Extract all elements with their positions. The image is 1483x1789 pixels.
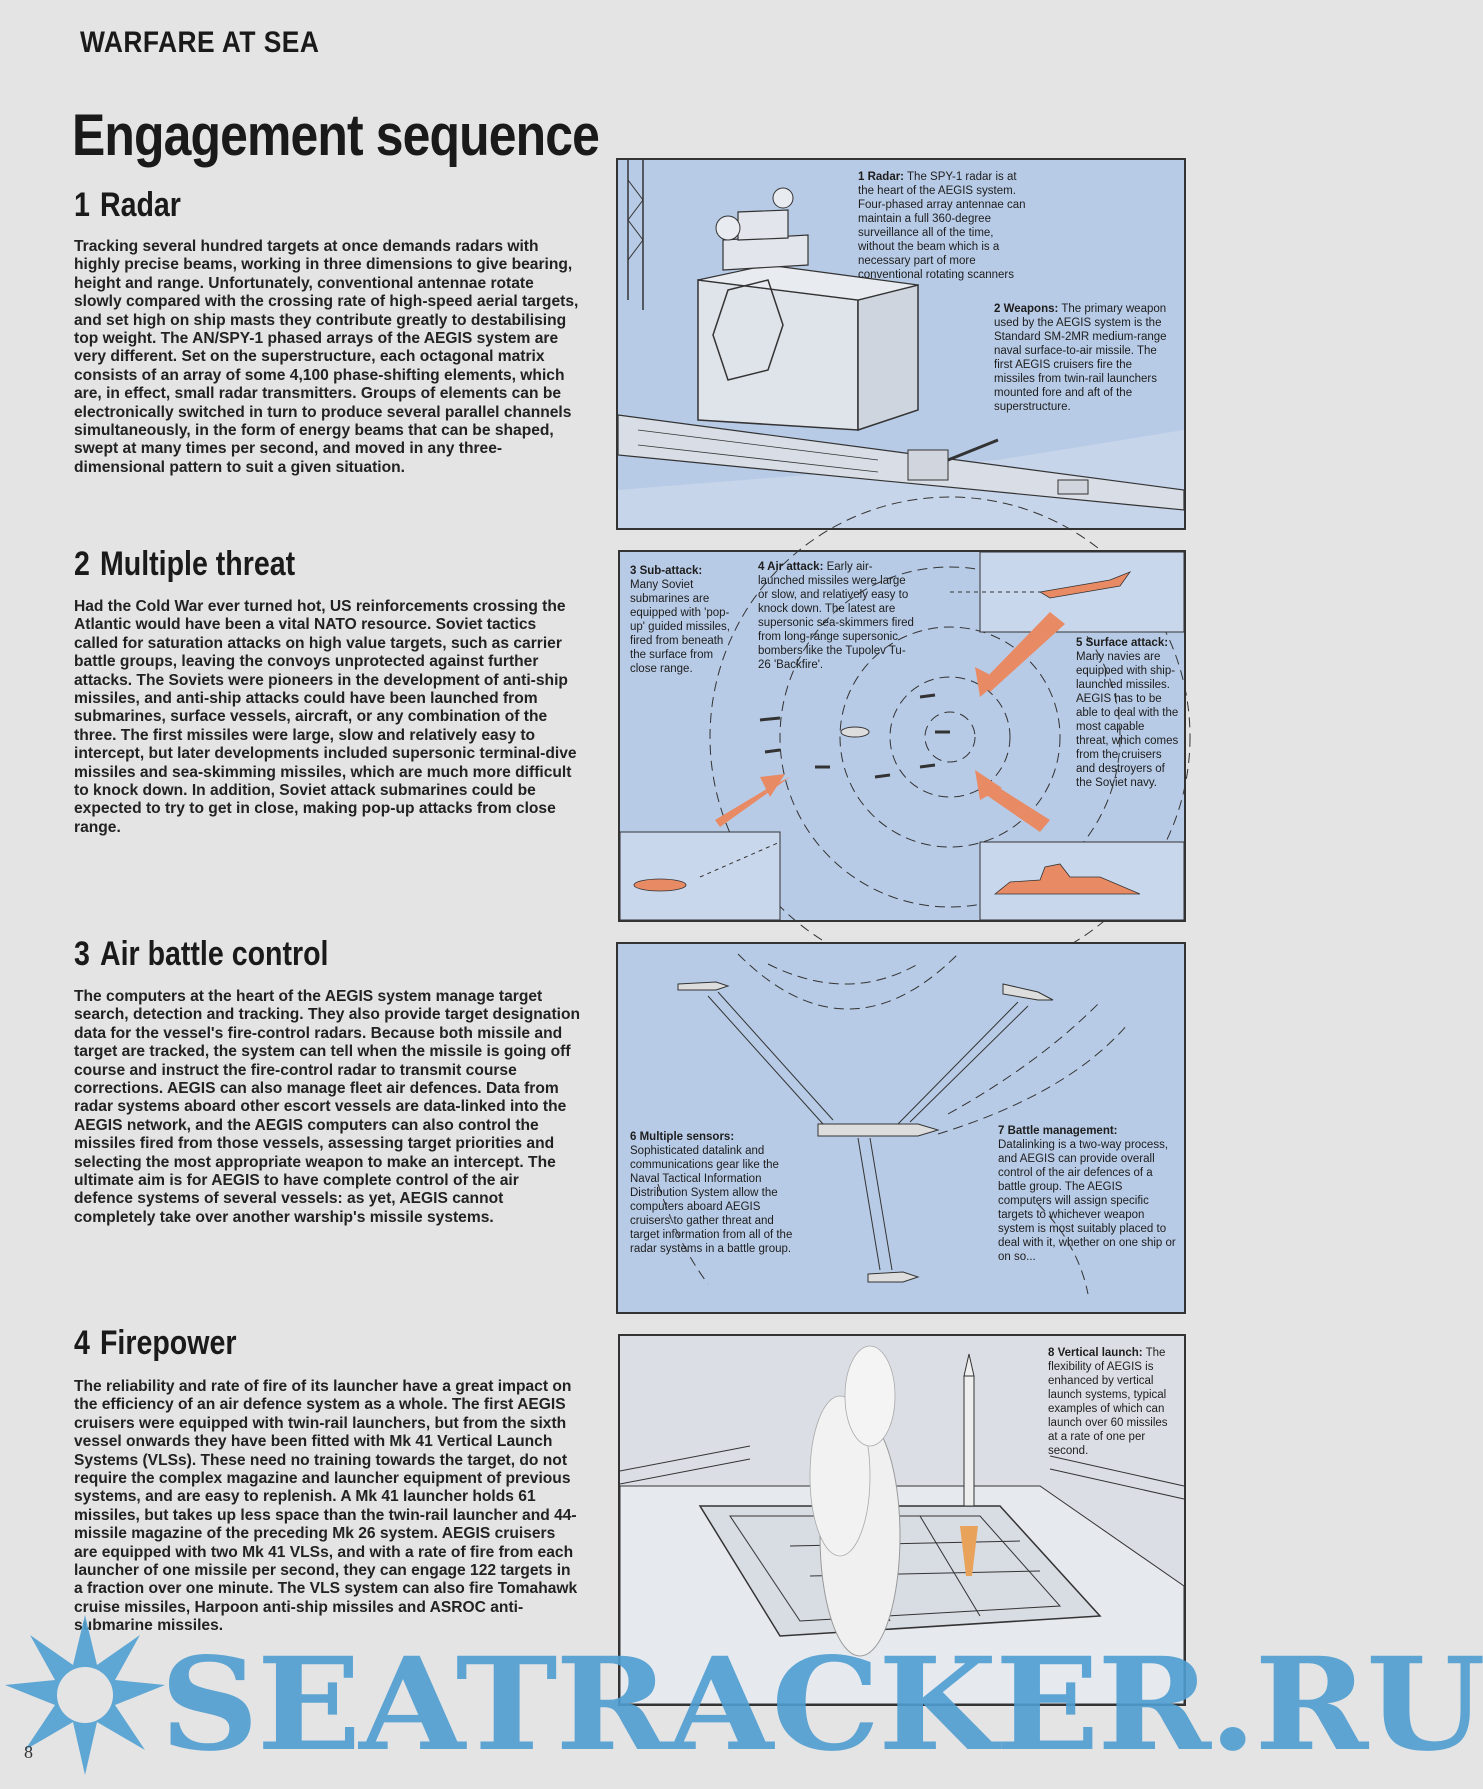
section-3-number: 3: [74, 935, 90, 973]
section-4-title: Firepower: [99, 1324, 237, 1362]
caption-battle-management-label: 7 Battle management:: [998, 1125, 1118, 1137]
caption-sub-attack: [630, 564, 730, 676]
caption-air-attack-label: 4 Air attack:: [758, 561, 824, 573]
caption-vertical-launch: [1048, 1346, 1178, 1458]
caption-surface-attack: [1076, 636, 1180, 790]
section-2-number: 2: [74, 545, 90, 583]
caption-weapons-label: 2 Weapons:: [994, 303, 1059, 315]
section-4-heading: [74, 1324, 236, 1363]
page-number: 8: [24, 1742, 33, 1762]
battle-control-illustration-panel: [616, 942, 1186, 1314]
caption-sub-attack-text: Many Soviet submarines are equipped with 'pop-up' guided missiles, fired from beneath the surface from close range.: [630, 579, 730, 675]
caption-battle-management-text: Datalinking is a two-way process, and AEGIS can provide overall control of the air defences of a battle group. The AEGIS computers will assign specific targets to whichever weapon system is most suitably placed to deal with it, whether on one ship or on so...: [998, 1139, 1176, 1263]
watermark-text: SEATRACKER.RU: [160, 1630, 1483, 1780]
caption-air-attack: [758, 560, 918, 672]
caption-multiple-sensors: [630, 1130, 800, 1256]
section-2-heading: [74, 545, 295, 584]
section-2-body: Had the Cold War ever turned hot, US reinforcements crossing the Atlantic would have been a vital NATO resource. Soviet tactics called for saturation attacks on high value targets, such as carrier battle groups, leaving the convoys unprotected against further attacks. The Soviets were pioneers in the development of anti-ship missiles, and anti-ship attacks could have been launched from submarines, surface vessels, aircraft, or any combination of the three. The first missiles were large, slow and relatively easy to intercept, but later developments included supersonic terminal-dive missiles and sea-skimming missiles, which are much more difficult to knock down. In addition, Soviet attack submarines could be expected to try to get in close, making pop-up attacks from close range.: [74, 598, 577, 836]
section-3-heading: [74, 935, 328, 974]
caption-weapons-text: The primary weapon used by the AEGIS system is the Standard SM-2MR medium-range naval surface-to-air missile. The first AEGIS cruisers fire the missiles from twin-rail launchers mounted fore and aft of the superstructure.: [994, 303, 1167, 413]
section-1-body: Tracking several hundred targets at once demands radars with highly precise beams, working in three dimensions to give bearing, height and range. Unfortunately, conventional antennae rotate slowly compared with the crossing rate of high-speed aerial targets, and set high on ship masts they contribute greatly to destabilising top weight. The AN/SPY-1 phased arrays of the AEGIS system are very different. Set on the superstructure, each octagonal matrix consists of an array of some 4,100 phase-shifting elements, which are, in effect, small radar transmitters. Groups of elements can be electronically switched in turn to produce several parallel channels simultaneously, in the form of energy beams that can be shaped, swept at many times per second, and moved in any three-dimensional pattern to suit a given situation.: [74, 238, 579, 476]
caption-battle-management: [998, 1124, 1176, 1290]
caption-sub-attack-label: 3 Sub-attack:: [630, 565, 703, 577]
caption-multiple-sensors-label: 6 Multiple sensors:: [630, 1131, 735, 1143]
radar-illustration-panel: [616, 158, 1186, 530]
caption-radar: [858, 170, 1028, 282]
caption-radar-text: The SPY-1 radar is at the heart of the AEGIS system. Four-phased array antennae can maintain a full 360-degree surveillance all of the time, without the beam which is a necessary part of more conventional rotating scanners: [858, 171, 1026, 281]
caption-weapons: [994, 302, 1172, 414]
section-1-title: Radar: [99, 186, 181, 224]
section-3-title: Air battle control: [99, 935, 329, 973]
section-4-body: The reliability and rate of fire of its launcher have a great impact on the efficiency of an air defence system as a whole. The first AEGIS cruisers were equipped with twin-rail launchers, but from the sixth vessel onwards they have been fitted with Mk 41 Vertical Launch Systems (VLSs). These need no training towards the target, do not require the complex magazine and launcher equipment of previous systems, and are easy to replenish. A Mk 41 launcher holds 61 missiles, but takes up less space than the twin-rail launcher and 44-missile magazine of the preceding Mk 26 system. AEGIS cruisers are equipped with two Mk 41 VLSs, and with a rate of fire from each launcher of one missile per second, they can engage 122 targets in a fraction over one minute. The VLS system can also fire Tomahawk cruise missiles, Harpoon anti-ship missiles and ASROC anti-submarine missiles.: [74, 1378, 578, 1635]
caption-surface-attack-text: Many navies are equipped with ship-launched missiles. AEGIS has to be able to deal with the most capable threat, which comes from the cruisers and destroyers of the Soviet navy.: [1076, 651, 1179, 789]
section-1-heading: [74, 186, 181, 225]
caption-vertical-launch-text: The flexibility of AEGIS is enhanced by vertical launch systems, typical examples of which can launch over 60 missiles at a rate of one per second.: [1048, 1347, 1168, 1457]
threat-illustration-panel: [618, 550, 1186, 922]
caption-multiple-sensors-text: Sophisticated datalink and communications gear like the Naval Tactical Information Distribution System allow the computers aboard AEGIS cruisers to gather threat and target information from all of the radar systems in a battle group.: [630, 1145, 793, 1255]
running-header: WARFARE AT SEA: [80, 26, 320, 59]
section-1-number: 1: [74, 186, 90, 224]
page-title: Engagement sequence: [72, 103, 599, 168]
section-2-title: Multiple threat: [99, 545, 296, 583]
section-4-number: 4: [74, 1324, 90, 1362]
caption-vertical-launch-label: 8 Vertical launch:: [1048, 1347, 1143, 1359]
caption-radar-label: 1 Radar:: [858, 171, 905, 183]
caption-air-attack-text: Early air-launched missiles were large or slow, and relatively easy to knock down. The latest are supersonic sea-skimmers fired from long-range supersonic bombers like the Tupolev Tu-26 'Backfire'.: [758, 561, 914, 671]
caption-surface-attack-label: 5 Surface attack:: [1076, 637, 1169, 649]
section-3-body: The computers at the heart of the AEGIS system manage target search, detection and tracking. They also provide target designation data for the vessel's fire-control radars. Because both missile and target are tracked, the system can tell when the missile is going off course and instruct the fire-control radar to transmit course corrections. AEGIS can also manage fleet air defences. Data from radar systems aboard other escort vessels are data-linked into the AEGIS network, and the AEGIS computers can also control the missiles fired from those vessels, assessing target priorities and selecting the most appropriate weapon to make an intercept. The ultimate aim is for AEGIS to have complete control of the air defence systems of several vessels: as yet, AEGIS cannot completely take over another warship's missile systems.: [74, 988, 581, 1226]
